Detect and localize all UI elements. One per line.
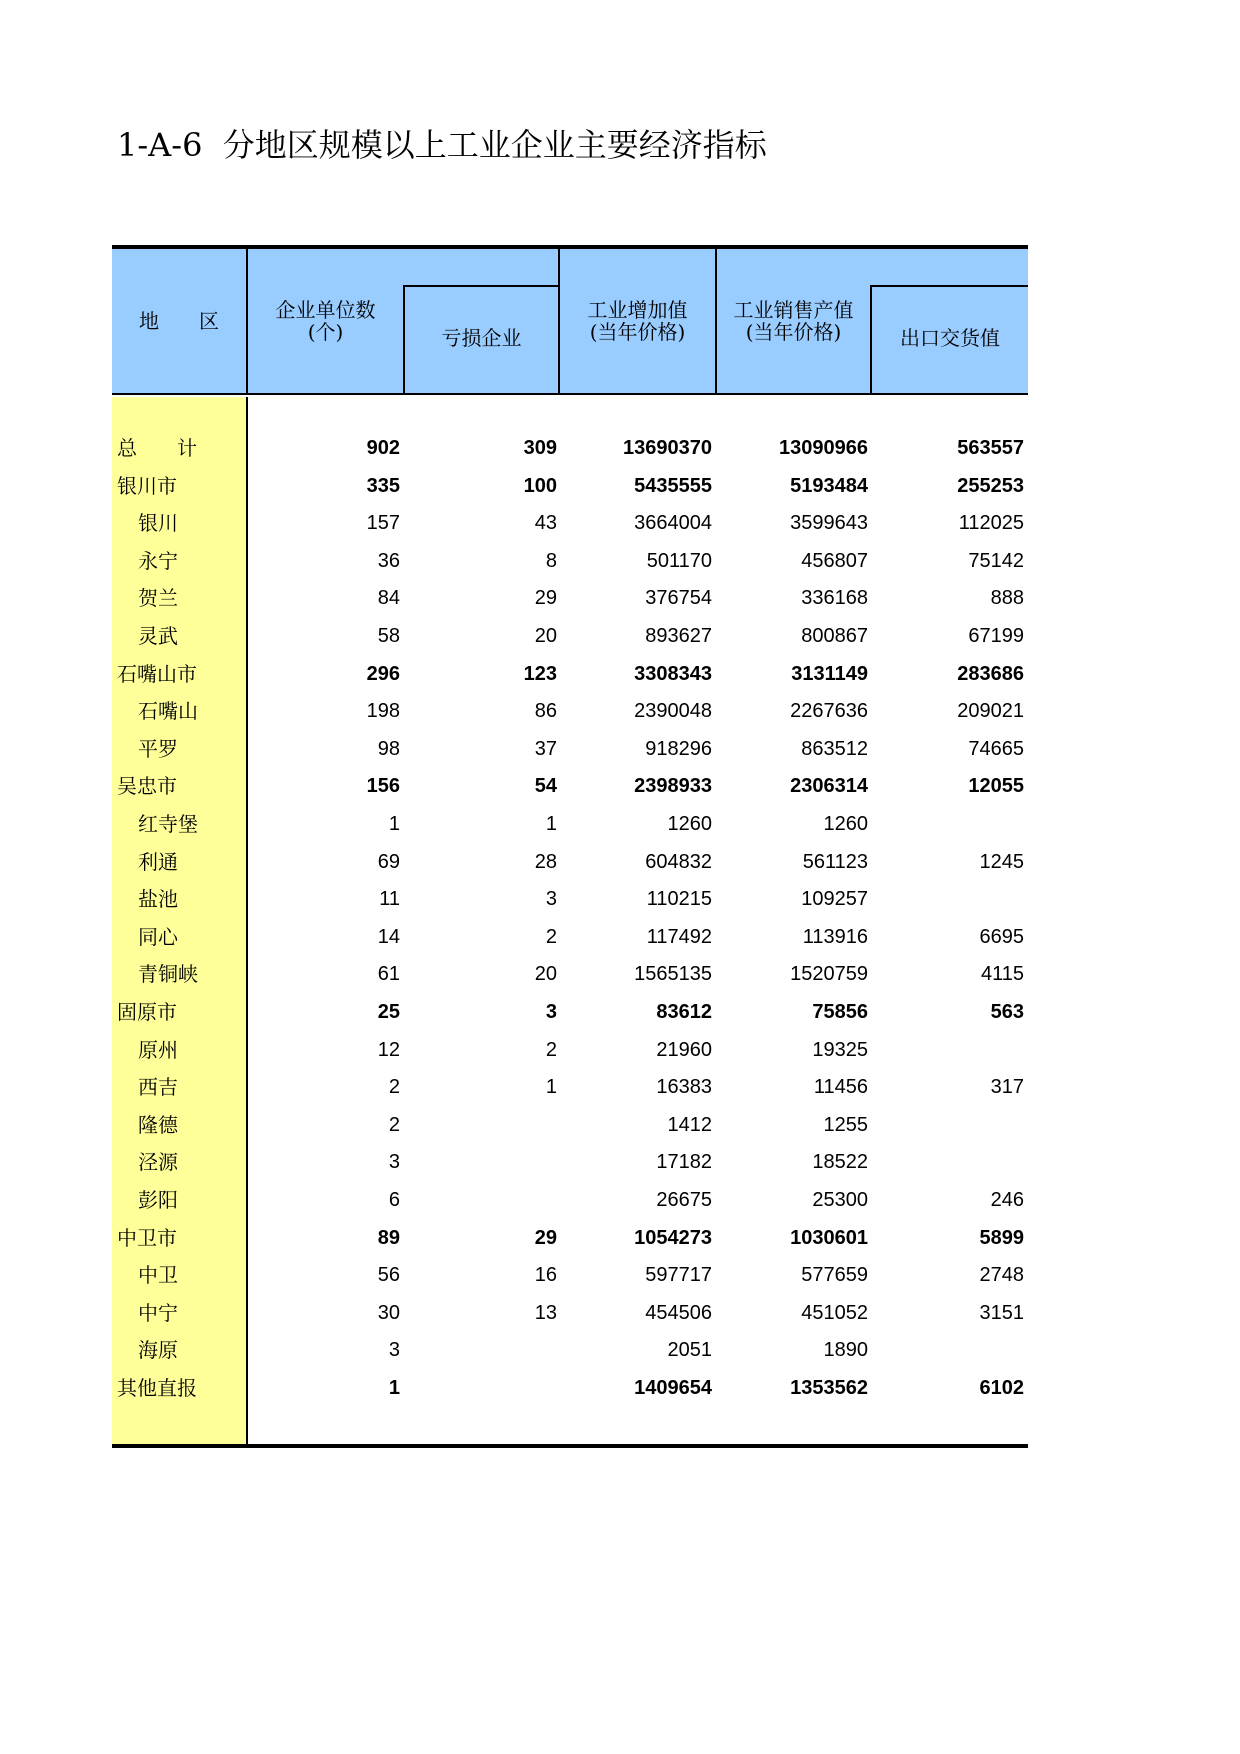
units-value: 30 xyxy=(377,1301,400,1324)
added-value: 117492 xyxy=(646,925,712,948)
region-name: 隆德 xyxy=(138,1112,178,1137)
loss-value: 28 xyxy=(534,850,557,873)
export-value: 12055 xyxy=(968,775,1024,798)
region-name: 盐池 xyxy=(138,887,178,912)
export-value: 255253 xyxy=(957,474,1024,497)
units-value: 12 xyxy=(377,1038,400,1061)
units-value: 296 xyxy=(366,662,400,685)
export-value: 888 xyxy=(990,587,1024,610)
table-row xyxy=(112,618,1028,655)
loss-value: 20 xyxy=(534,625,557,647)
added-value: 21960 xyxy=(656,1038,712,1061)
sales-value: 1353562 xyxy=(790,1377,868,1399)
loss-value: 309 xyxy=(523,437,557,459)
header-sales-line2: (当年价格) xyxy=(745,320,842,344)
table-row xyxy=(112,919,1028,956)
units-value: 11 xyxy=(379,888,400,911)
added-value: 1054273 xyxy=(634,1226,712,1249)
added-value: 1260 xyxy=(667,813,712,835)
units-value: 156 xyxy=(366,775,400,798)
region-name: 西吉 xyxy=(138,1075,178,1100)
table-row xyxy=(112,1220,1028,1257)
added-value: 918296 xyxy=(645,737,712,760)
region-name: 永宁 xyxy=(138,548,178,573)
table-row xyxy=(112,1107,1028,1144)
loss-value: 13 xyxy=(534,1301,557,1324)
units-value: 335 xyxy=(366,474,400,497)
table-row xyxy=(112,430,1028,467)
page-title: 1-A-6 分地区规模以上工业企业主要经济指标 xyxy=(117,126,767,164)
units-value: 2 xyxy=(388,1076,400,1099)
loss-value: 8 xyxy=(545,549,557,572)
loss-value: 100 xyxy=(523,474,557,497)
sales-value: 561123 xyxy=(802,850,868,873)
export-value: 563557 xyxy=(957,437,1024,459)
sales-value: 1890 xyxy=(823,1339,868,1362)
header-units-line2: (个) xyxy=(307,320,344,344)
table-row xyxy=(112,693,1028,730)
sales-value: 863512 xyxy=(801,737,868,760)
table-row xyxy=(112,468,1028,505)
added-value: 893627 xyxy=(645,625,712,647)
units-value: 25 xyxy=(377,1001,400,1023)
export-value: 246 xyxy=(990,1189,1024,1211)
export-value: 67199 xyxy=(968,625,1024,647)
region-name: 中卫市 xyxy=(117,1225,177,1250)
units-value: 1 xyxy=(388,813,400,835)
loss-value: 1 xyxy=(545,813,557,835)
header-units xyxy=(248,299,403,343)
region-name: 红寺堡 xyxy=(138,812,198,836)
added-value: 3308343 xyxy=(634,662,712,685)
sales-value: 456807 xyxy=(801,549,868,572)
region-name: 灵武 xyxy=(138,624,178,648)
header-added-line1: 工业增加值 xyxy=(587,298,688,322)
added-value: 1409654 xyxy=(634,1377,712,1399)
sales-value: 5193484 xyxy=(790,474,868,497)
added-value: 2390048 xyxy=(634,700,712,723)
added-value: 26675 xyxy=(656,1189,712,1211)
header-sales-line1: 工业销售产值 xyxy=(733,298,854,322)
loss-value: 37 xyxy=(534,737,557,760)
added-value: 376754 xyxy=(645,587,712,610)
region-name: 固原市 xyxy=(117,1000,177,1024)
region-name: 中卫 xyxy=(138,1263,178,1288)
table-row xyxy=(112,580,1028,617)
header-export: 出口交货值 xyxy=(900,326,1000,350)
sales-value: 25300 xyxy=(812,1189,868,1211)
units-value: 56 xyxy=(377,1264,400,1287)
units-value: 58 xyxy=(377,625,400,647)
export-value: 563 xyxy=(990,1001,1024,1023)
added-value: 5435555 xyxy=(634,474,712,497)
header-units-line1: 企业单位数 xyxy=(275,298,376,322)
units-value: 89 xyxy=(377,1226,400,1249)
table-row xyxy=(112,656,1028,693)
added-value: 2051 xyxy=(667,1339,712,1362)
export-value: 3151 xyxy=(979,1301,1024,1324)
added-value: 3664004 xyxy=(634,512,712,535)
sales-value: 13090966 xyxy=(779,437,868,459)
loss-value: 123 xyxy=(523,662,557,685)
region-name: 彭阳 xyxy=(138,1188,178,1212)
table-row xyxy=(112,731,1028,768)
table-row xyxy=(112,1257,1028,1294)
units-value: 3 xyxy=(388,1339,400,1362)
export-value: 75142 xyxy=(968,549,1024,572)
loss-value: 16 xyxy=(534,1264,557,1287)
header-added-value xyxy=(560,299,715,343)
loss-value: 43 xyxy=(534,512,557,535)
added-value: 17182 xyxy=(656,1151,712,1174)
table-row xyxy=(112,956,1028,993)
region-name: 贺兰 xyxy=(138,586,178,611)
region-name: 平罗 xyxy=(138,736,178,761)
units-value: 902 xyxy=(366,437,400,459)
header-region: 地 区 xyxy=(139,309,219,333)
sales-value: 109257 xyxy=(801,888,868,911)
units-value: 1 xyxy=(388,1377,400,1399)
units-value: 157 xyxy=(366,512,400,535)
export-value: 4115 xyxy=(980,963,1024,986)
export-value: 5899 xyxy=(979,1226,1024,1249)
added-value: 2398933 xyxy=(634,775,712,798)
sales-value: 75856 xyxy=(812,1001,868,1023)
sales-value: 19325 xyxy=(812,1038,868,1061)
units-value: 6 xyxy=(388,1189,400,1211)
added-value: 1565135 xyxy=(634,963,712,986)
units-value: 2 xyxy=(388,1113,400,1136)
region-name: 其他直报 xyxy=(117,1376,197,1400)
header-subline xyxy=(870,285,1028,287)
loss-value: 2 xyxy=(545,1038,557,1061)
region-name: 利通 xyxy=(138,849,178,874)
table-row xyxy=(112,1332,1028,1369)
sales-value: 1260 xyxy=(823,813,868,835)
region-name: 总 计 xyxy=(117,436,197,460)
table-row xyxy=(112,881,1028,918)
export-value: 74665 xyxy=(968,737,1024,760)
table-row xyxy=(112,768,1028,805)
table-row xyxy=(112,1144,1028,1181)
table-row xyxy=(112,1182,1028,1219)
region-name: 吴忠市 xyxy=(117,774,177,799)
units-value: 98 xyxy=(377,737,400,760)
loss-value: 2 xyxy=(545,925,557,948)
loss-value: 1 xyxy=(545,1076,557,1099)
sales-value: 336168 xyxy=(801,587,868,610)
header-bottom-line xyxy=(112,393,1028,395)
added-value: 604832 xyxy=(645,850,712,873)
region-name: 海原 xyxy=(138,1338,178,1363)
table-row xyxy=(112,543,1028,580)
table-row xyxy=(112,994,1028,1031)
export-value: 2748 xyxy=(979,1264,1024,1287)
sales-value: 1520759 xyxy=(790,963,868,986)
header-sales-value xyxy=(717,299,870,343)
loss-value: 86 xyxy=(534,700,557,723)
loss-value: 29 xyxy=(534,587,557,610)
table-row xyxy=(112,806,1028,843)
sales-value: 11456 xyxy=(813,1076,868,1099)
table-row xyxy=(112,505,1028,542)
sales-value: 2267636 xyxy=(790,700,868,723)
sales-value: 3131149 xyxy=(791,662,868,685)
added-value: 454506 xyxy=(645,1301,712,1324)
sales-value: 577659 xyxy=(801,1264,868,1287)
sales-value: 3599643 xyxy=(790,512,868,535)
loss-value: 3 xyxy=(545,1001,557,1023)
sales-value: 113916 xyxy=(802,925,868,948)
export-value: 112025 xyxy=(958,512,1024,535)
table-header xyxy=(112,249,1028,395)
header-loss: 亏损企业 xyxy=(441,326,522,350)
export-value: 209021 xyxy=(957,700,1024,723)
added-value: 13690370 xyxy=(623,437,712,459)
table-row xyxy=(112,844,1028,881)
region-name: 原州 xyxy=(138,1037,178,1062)
added-value: 597717 xyxy=(645,1264,712,1287)
added-value: 16383 xyxy=(656,1076,712,1099)
sales-value: 1255 xyxy=(823,1113,868,1136)
units-value: 14 xyxy=(377,925,400,948)
loss-value: 3 xyxy=(545,888,557,911)
export-value: 6695 xyxy=(979,925,1024,948)
table-row xyxy=(112,1069,1028,1106)
region-name: 青铜峡 xyxy=(138,962,198,987)
sales-value: 800867 xyxy=(801,625,868,647)
export-value: 1245 xyxy=(979,850,1024,873)
sales-value: 451052 xyxy=(801,1301,868,1324)
header-added-line2: (当年价格) xyxy=(589,320,686,344)
loss-value: 29 xyxy=(534,1226,557,1249)
added-value: 1412 xyxy=(667,1113,712,1136)
table-row xyxy=(112,1295,1028,1332)
region-name: 银川 xyxy=(138,511,178,536)
table-row xyxy=(112,1032,1028,1069)
units-value: 61 xyxy=(377,963,400,986)
units-value: 198 xyxy=(366,700,400,723)
units-value: 69 xyxy=(377,850,400,873)
sales-value: 18522 xyxy=(812,1151,868,1174)
header-subline xyxy=(403,285,558,287)
units-value: 36 xyxy=(377,549,400,572)
region-name: 石嘴山 xyxy=(138,699,198,724)
units-value: 3 xyxy=(388,1151,400,1174)
added-value: 83612 xyxy=(656,1001,712,1023)
sales-value: 2306314 xyxy=(790,775,868,798)
sales-value: 1030601 xyxy=(790,1226,868,1249)
added-value: 501170 xyxy=(646,549,712,572)
region-name: 石嘴山市 xyxy=(117,661,197,686)
export-value: 6102 xyxy=(979,1377,1024,1399)
added-value: 110215 xyxy=(646,888,712,911)
units-value: 84 xyxy=(377,587,400,610)
loss-value: 20 xyxy=(534,963,557,986)
table-row xyxy=(112,1370,1028,1407)
export-value: 283686 xyxy=(957,662,1024,685)
region-name: 银川市 xyxy=(117,473,177,498)
region-name: 泾源 xyxy=(138,1150,178,1175)
region-name: 中宁 xyxy=(138,1300,178,1325)
region-name: 同心 xyxy=(138,924,178,949)
export-value: 317 xyxy=(990,1076,1024,1099)
table-bottom-border xyxy=(112,1444,1028,1448)
loss-value: 54 xyxy=(534,775,557,798)
